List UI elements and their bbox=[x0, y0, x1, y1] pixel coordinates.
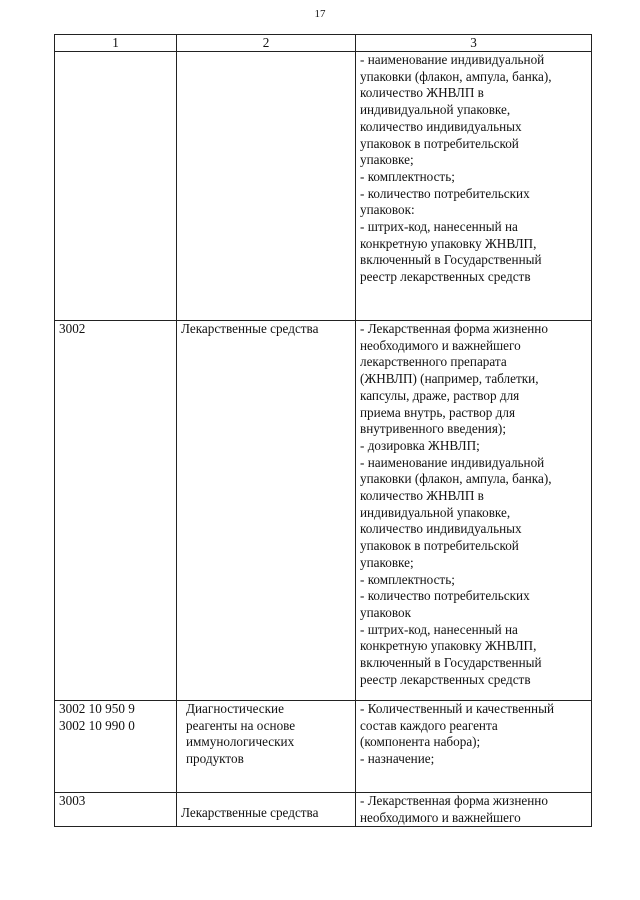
name-cell bbox=[177, 701, 356, 793]
product-code: 3002 bbox=[59, 321, 86, 336]
description-line: - количество потребительских bbox=[360, 185, 530, 201]
description-line: конкретную упаковку ЖНВЛП, bbox=[360, 638, 537, 654]
table-row bbox=[55, 793, 592, 827]
table-row bbox=[55, 321, 592, 701]
description-line: - дозировка ЖНВЛП; bbox=[360, 437, 480, 453]
description-line: индивидуальной упаковке, bbox=[360, 102, 511, 118]
product-code: 3003 bbox=[59, 793, 86, 808]
description-line: - Лекарственная форма жизненно bbox=[360, 321, 548, 336]
description-line: упаковке; bbox=[360, 152, 414, 168]
description-line: - комплектность; bbox=[360, 571, 455, 587]
description-line: - наименование индивидуальной bbox=[360, 52, 545, 67]
code-cell bbox=[55, 793, 177, 827]
description-line: включенный в Государственный bbox=[360, 655, 542, 671]
description-line: реестр лекарственных средств bbox=[360, 671, 531, 687]
description-line: количество ЖНВЛП в bbox=[360, 488, 484, 504]
code-cell bbox=[55, 52, 177, 321]
table-row bbox=[55, 52, 592, 321]
description-line: необходимого и важнейшего bbox=[360, 809, 521, 825]
table-row bbox=[55, 701, 592, 793]
description-line: - Лекарственная форма жизненно bbox=[360, 793, 548, 808]
product-code: 3002 10 950 9 bbox=[59, 701, 135, 716]
description-line: приема внутрь, раствор для bbox=[360, 404, 516, 420]
description-line: упаковок bbox=[360, 604, 411, 620]
product-name: иммунологических bbox=[186, 734, 295, 750]
product-name: Лекарственные средства bbox=[181, 805, 319, 820]
description-line: включенный в Государственный bbox=[360, 252, 542, 268]
requirements-table bbox=[54, 34, 592, 827]
description-line: - назначение; bbox=[360, 751, 435, 767]
description-line: капсулы, драже, раствор для bbox=[360, 387, 520, 403]
product-name: Диагностические bbox=[186, 701, 284, 716]
description-line: конкретную упаковку ЖНВЛП, bbox=[360, 235, 537, 251]
column-header: 3 bbox=[356, 35, 592, 52]
description-line: - Количественный и качественный bbox=[360, 701, 554, 716]
description-cell bbox=[356, 52, 592, 321]
description-line: реестр лекарственных средств bbox=[360, 269, 531, 285]
name-cell bbox=[177, 321, 356, 701]
description-line: - наименование индивидуальной bbox=[360, 454, 545, 470]
description-line: - комплектность; bbox=[360, 168, 455, 184]
product-name: Лекарственные средства bbox=[181, 321, 319, 336]
column-header: 1 bbox=[55, 35, 177, 52]
column-header: 2 bbox=[177, 35, 356, 52]
description-line: (ЖНВЛП) (например, таблетки, bbox=[360, 371, 539, 387]
description-line: упаковок: bbox=[360, 202, 415, 218]
description-line: количество ЖНВЛП в bbox=[360, 85, 484, 101]
page-number: 17 bbox=[314, 8, 326, 20]
description-line: индивидуальной упаковке, bbox=[360, 504, 511, 520]
description-line: - количество потребительских bbox=[360, 588, 530, 604]
code-cell bbox=[55, 321, 177, 701]
product-name: реагенты на основе bbox=[186, 717, 296, 733]
table-header-row bbox=[55, 35, 592, 52]
description-line: упаковки (флакон, ампула, банка), bbox=[360, 471, 552, 487]
description-line: - штрих-код, нанесенный на bbox=[360, 219, 518, 235]
description-line: количество индивидуальных bbox=[360, 118, 522, 134]
description-line: упаковки (флакон, ампула, банка), bbox=[360, 68, 552, 84]
description-cell bbox=[356, 793, 592, 827]
description-line: необходимого и важнейшего bbox=[360, 337, 521, 353]
description-line: состав каждого реагента bbox=[360, 717, 498, 733]
code-cell bbox=[55, 701, 177, 793]
description-line: упаковок в потребительской bbox=[360, 135, 519, 151]
description-line: упаковок в потребительской bbox=[360, 538, 519, 554]
product-name: продуктов bbox=[186, 751, 244, 767]
product-code: 3002 10 990 0 bbox=[59, 717, 135, 733]
description-line: (компонента набора); bbox=[360, 734, 481, 750]
name-cell bbox=[177, 793, 356, 827]
description-line: упаковке; bbox=[360, 554, 414, 570]
description-line: количество индивидуальных bbox=[360, 521, 522, 537]
description-cell bbox=[356, 321, 592, 701]
description-cell bbox=[356, 701, 592, 793]
description-line: - штрих-код, нанесенный на bbox=[360, 621, 518, 637]
name-cell bbox=[177, 52, 356, 321]
description-line: внутривенного введения); bbox=[360, 421, 506, 437]
description-line: лекарственного препарата bbox=[360, 354, 507, 370]
